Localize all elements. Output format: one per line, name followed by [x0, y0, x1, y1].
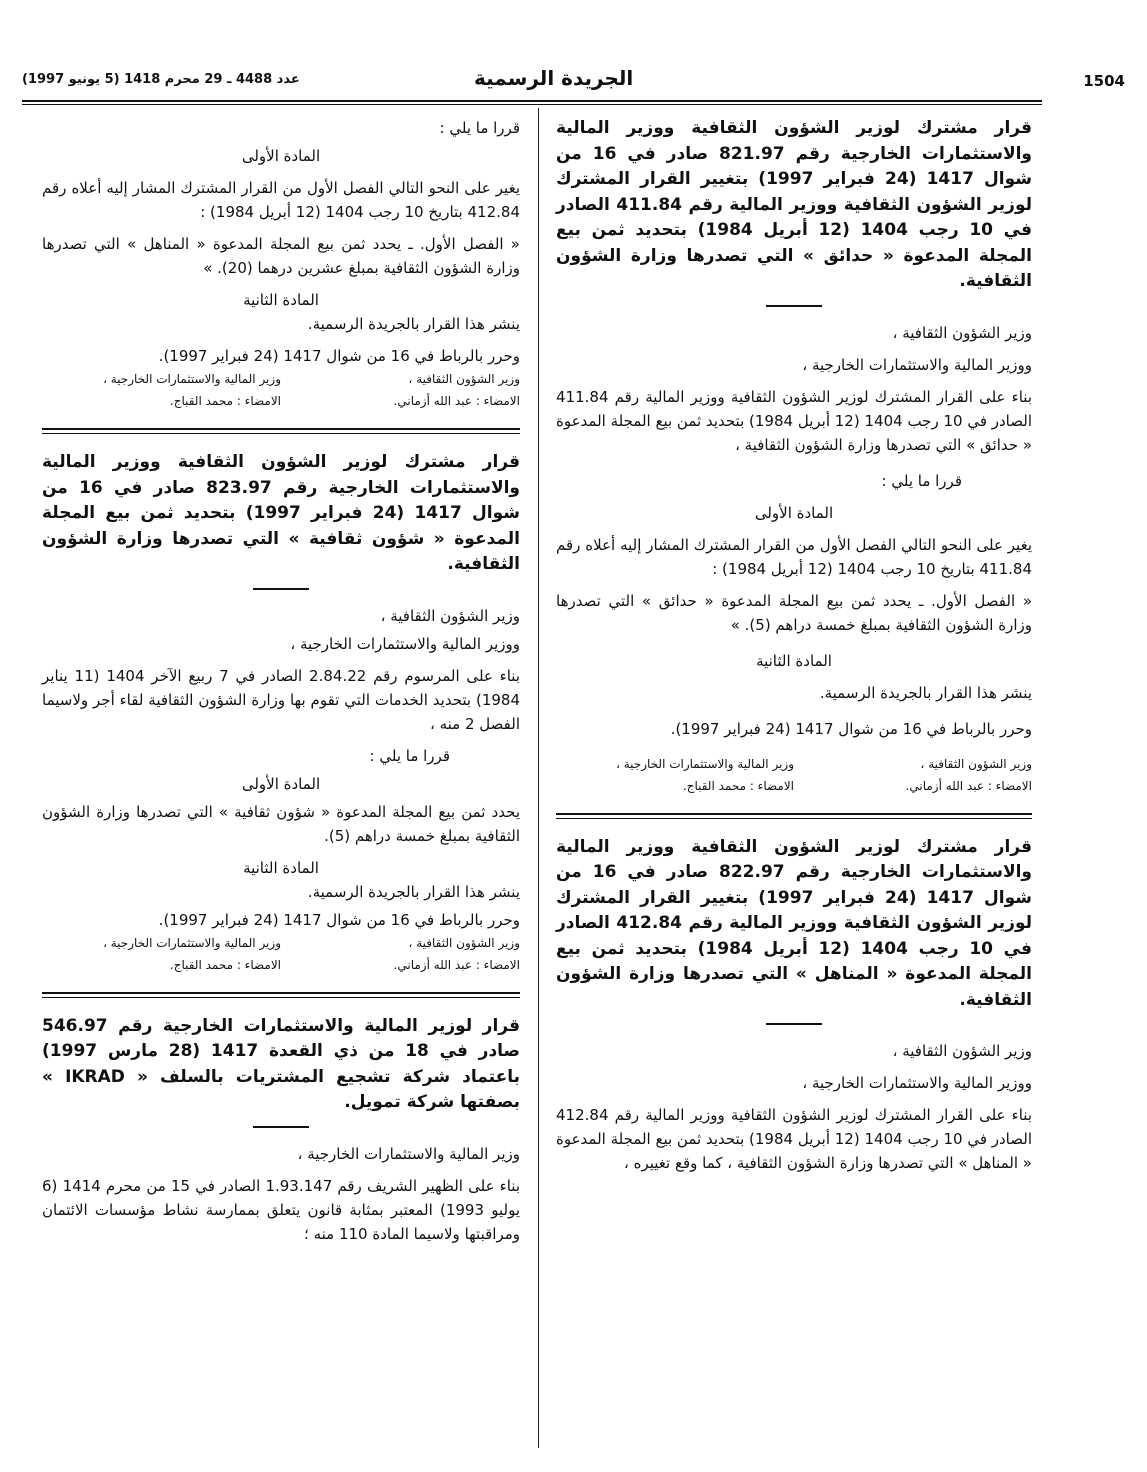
signature-name-culture: الامضاء : عبد الله أزماني. [393, 394, 520, 408]
signature-roles [42, 932, 520, 954]
signature-role-finance: وزير المالية والاستثمارات الخارجية ، [616, 756, 794, 771]
decision-821 [556, 116, 1032, 797]
issue-info: عدد 4488 ـ 29 محرم 1418 (5 يونيو 1997) [22, 72, 300, 87]
decision-823 [42, 450, 520, 976]
dated-line: وحرر بالرباط في 16 من شوال 1417 (24 فبراير 1997). [158, 347, 520, 365]
signature-name-finance: الامضاء : محمد القباج. [169, 394, 281, 408]
minister-finance: ووزير المالية والاستثمارات الخارجية ، [802, 355, 1032, 374]
minister-culture: وزير الشؤون الثقافية ، [380, 606, 520, 625]
article-2-heading: المادة الثانية [243, 858, 319, 877]
signature-names [556, 775, 1032, 797]
decision-separator [556, 813, 1032, 819]
article-1-heading: المادة الأولى [241, 774, 321, 793]
signature-name-culture: الامضاء : عبد الله أزماني. [393, 957, 520, 972]
column-divider [538, 108, 539, 1448]
article-1-quote: « الفصل الأول. ـ يحدد ثمن بيع المجلة المدعوة « المناهل » التي تصدرها وزارة الشؤون الثقافية بمبلغ عشرين درهما (20). » [42, 235, 520, 277]
decided-heading: قررا ما يلي : [881, 471, 962, 490]
article-1-text: يحدد ثمن بيع المجلة المدعوة « شؤون ثقافية » التي تصدرها وزارة الشؤون الثقافية بمبلغ خمسة دراهم (5). [42, 802, 520, 845]
decision-title: قرار مشترك لوزير الشؤون الثقافية ووزير المالية والاستثمارات الخارجية رقم 821.97 صادر في 16 من شوال 1417 (24 فبراير 1997) بتغيير القرار المشترك لوزير الشؤون الثقافية ووزير المالية رقم 411.84 الصادر في 10 رجب 1404 (12 أبريل 1984) بتحديد ثمن بيع المجلة المدعوة « حدائق » التي تصدرها وزارة الشؤون الثقافية. [556, 118, 1032, 291]
title-separator [766, 1023, 822, 1025]
article-1-heading: المادة الأولى [241, 147, 321, 165]
signature-role-culture: وزير الشؤون الثقافية ، [408, 372, 520, 386]
minister-culture: وزير الشؤون الثقافية ، [892, 323, 1032, 342]
dated-line: وحرر بالرباط في 16 من شوال 1417 (24 فبراير 1997). [670, 719, 1032, 738]
decision-basis: بناء على الظهير الشريف رقم 1.93.147 الصادر في 15 من محرم 1414 (6 يوليو 1993) المعتبر بمثابة قانون يتعلق بممارسة نشاط مؤسسات الائتمان ومراقبتها ولاسيما المادة 110 منه ؛ [42, 1176, 521, 1243]
decision-title: قرار لوزير المالية والاستثمارات الخارجية رقم 546.97 صادر في 18 من ذي القعدة 1417 (28 مارس 1997) باعتماد شركة تشجيع المشتريات بالسلف « IKRAD » بصفتها شركة تمويل. [42, 1015, 521, 1112]
decided-heading: قررا ما يلي : [369, 746, 450, 765]
article-1-heading: المادة الأولى [754, 503, 834, 522]
decision-822 [556, 835, 1032, 1176]
decision-title: قرار مشترك لوزير الشؤون الثقافية ووزير المالية والاستثمارات الخارجية رقم 823.97 صادر في 16 من شوال 1417 (24 فبراير 1997) بتحديد ثمن بيع المجلة المدعوة « شؤون ثقافية » التي تصدرها وزارة الشؤون الثقافية. [42, 452, 520, 574]
header-rule-thin [22, 104, 1042, 105]
article-2-heading: المادة الثانية [243, 291, 319, 309]
minister-finance: وزير المالية والاستثمارات الخارجية ، [297, 1144, 520, 1163]
minister-finance: ووزير المالية والاستثمارات الخارجية ، [802, 1074, 1032, 1092]
decision-separator [42, 428, 520, 434]
decided-heading: قررا ما يلي : [439, 119, 520, 137]
article-1-quote: « الفصل الأول. ـ يحدد ثمن بيع المجلة المدعوة « حدائق » التي تصدرها وزارة الشؤون الثقافية بمبلغ خمسة دراهم (5). » [556, 591, 1032, 634]
publication-title: الجريدة الرسمية [474, 66, 634, 90]
decision-basis: بناء على القرار المشترك لوزير الشؤون الثقافية ووزير المالية رقم 412.84 الصادر في 10 رجب 1404 (12 أبريل 1984) بتحديد ثمن بيع المجلة المدعوة « المناهل » التي تصدرها وزارة الشؤون الثقافية ، كما وقع تغييره ، [555, 1106, 1032, 1172]
signature-names [42, 390, 520, 412]
decision-basis: بناء على المرسوم رقم 2.84.22 الصادر في 7 ربيع الآخر 1404 (11 يناير 1984) بتحديد الخدمات التي تقوم بها وزارة الشؤون الثقافية لقاء أجر ولاسيما الفصل 2 منه ، [42, 666, 520, 733]
signature-names [42, 954, 520, 976]
minister-culture: وزير الشؤون الثقافية ، [892, 1042, 1032, 1060]
decision-separator [42, 992, 520, 998]
signature-role-culture: وزير الشؤون الثقافية ، [408, 935, 520, 950]
article-2-text: ينشر هذا القرار بالجريدة الرسمية. [307, 315, 520, 333]
title-separator [253, 588, 309, 590]
decision-basis: بناء على القرار المشترك لوزير الشؤون الثقافية ووزير المالية رقم 411.84 الصادر في 10 رجب 1404 (12 أبريل 1984) بتحديد ثمن بيع المجلة المدعوة « حدائق » التي تصدرها وزارة الشؤون الثقافية ، [555, 387, 1032, 454]
signature-role-finance: وزير المالية والاستثمارات الخارجية ، [103, 372, 281, 386]
article-2-text: ينشر هذا القرار بالجريدة الرسمية. [307, 882, 520, 901]
signature-role-finance: وزير المالية والاستثمارات الخارجية ، [103, 935, 281, 950]
decision-822-continued [42, 116, 520, 412]
page-header [22, 66, 1125, 96]
title-separator [253, 1126, 309, 1128]
decision-546 [42, 1014, 520, 1246]
signature-name-finance: الامضاء : محمد القباج. [682, 778, 794, 793]
title-separator [766, 305, 822, 307]
signature-roles [42, 368, 520, 390]
article-1-text: يغير على النحو التالي الفصل الأول من القرار المشترك المشار إليه أعلاه رقم 412.84 بتاريخ 10 رجب 1404 (12 أبريل 1984) : [42, 179, 520, 221]
signature-name-culture: الامضاء : عبد الله أزماني. [905, 778, 1032, 793]
header-rule [22, 100, 1042, 102]
signature-roles [556, 753, 1032, 775]
right-column [556, 116, 1032, 1175]
page-number: 1504 [1083, 72, 1125, 90]
signature-role-culture: وزير الشؤون الثقافية ، [920, 756, 1032, 771]
article-2-text: ينشر هذا القرار بالجريدة الرسمية. [819, 683, 1032, 702]
article-2-heading: المادة الثانية [756, 651, 832, 670]
left-column [42, 116, 520, 1246]
minister-finance: ووزير المالية والاستثمارات الخارجية ، [290, 634, 520, 653]
signature-name-finance: الامضاء : محمد القباج. [169, 957, 281, 972]
dated-line: وحرر بالرباط في 16 من شوال 1417 (24 فبراير 1997). [158, 910, 520, 929]
decision-title: قرار مشترك لوزير الشؤون الثقافية ووزير المالية والاستثمارات الخارجية رقم 822.97 صادر في 16 من شوال 1417 (24 فبراير 1997) بتغيير القرار المشترك لوزير الشؤون الثقافية ووزير المالية رقم 412.84 الصادر في 10 رجب 1404 (12 أبريل 1984) بتحديد ثمن بيع المجلة المدعوة « المناهل » التي تصدرها وزارة الشؤون الثقافية. [556, 836, 1032, 1010]
article-1-text: يغير على النحو التالي الفصل الأول من القرار المشترك المشار إليه أعلاه رقم 411.84 بتاريخ 10 رجب 1404 (12 أبريل 1984) : [556, 535, 1032, 578]
